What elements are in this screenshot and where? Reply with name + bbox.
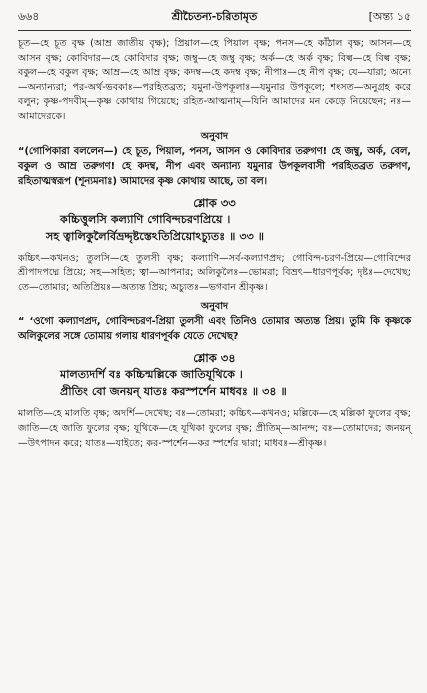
running-header bbox=[18, 0, 411, 31]
translation-label: অনুবাদ bbox=[200, 130, 229, 142]
translation-label: অনুবাদ bbox=[200, 301, 229, 313]
synonyms-paragraph-32: চূত—হে চূত বৃক্ষ (আম্র জাতীয় বৃক্ষ); প্রিয়াল—হে পিয়াল বৃক্ষ; পনস—হে কাঁঠাল বৃক্ষ; আসন—হে আসন বৃক্ষ; কোবিদার—হে কোবিদার বৃক্ষ; জম্বু—হে জম্বু বৃক্ষ; অর্ক—হে অর্ক বৃক্ষ; বিল্ব—হে বিল্ব বৃক্ষ; বকুল—হে বকুল বৃক্ষ; আম্র—হে আম্র বৃক্ষ; কদম্ব—হে কদম্ব বৃক্ষ; নীপাঃ—হে নীপ বৃক্ষ; যে—যারা; অন্যে—অন্যান্যরা; পর-অর্থ-ভবকাঃ—পরহিতব্রত; যমুনা-উপকূলাঃ—যমুনার উপকূলে; শংসত—অনুগ্রহ করে বলুন; কৃষ্ণ-পদবীম্—কৃষ্ণ কোথায় গিয়েছে; রহিত-আত্মনাম্—যিনি আমাদের মন কেড়ে নিয়েছেন; নঃ—আমাদেরকে। bbox=[18, 38, 411, 122]
verse-34-line-2: প্রীতিং বো জনয়ন্ যাতঃ করস্পর্শেন মাধবঃ ॥ ৩৪ ॥ bbox=[60, 385, 287, 399]
book-title: শ্রীচৈতন্য-চরিতামৃত bbox=[171, 10, 258, 23]
translation-paragraph-33: “ ‘ওগো কল্যাণপ্রদ, গোবিন্দচরণ-প্রিয়া তুলসী এবং তিনিও তোমার অত্যন্ত প্রিয়। তুমি কি কৃষ্ণকে অলিকুলের সঙ্গে তোমায় গলায় ধারণপূর্বক যেতে দেখেছ? bbox=[18, 316, 411, 343]
verse-33-line-2: সহ ত্বালিকুলৈর্বিভ্রদ্দৃষ্টস্তেঽতিপ্রিয়োঽচ্যুতঃ ॥ ৩৩ ॥ bbox=[46, 229, 265, 243]
synonyms-paragraph-34: মালতি—হে মালতি বৃক্ষ; অদর্শি—দেখেছ; বঃ—তোমরা; কচ্চিৎ—কখনও; মল্লিকে—হে মল্লিকা ফুলের বৃক্ষ; জাতি—হে জাতি ফুলের বৃক্ষ; যূথিকে—হে যূথিকা ফুলের বৃক্ষ; প্রীতিম্—আনন্দ; বঃ—তোমাদের; জনয়ন্—উৎপাদন করে; যাতঃ—যাইতে; কর-স্পর্শেন—কর স্পর্শের দ্বারা; মাধবঃ—শ্রীকৃষ্ণ। bbox=[18, 408, 411, 449]
translation-paragraph-32: “(গোপিকারা বললেন—) হে চূত, পিয়াল, পনস, আসন ও কোবিদার তরুগণ! হে জম্বু, অর্ক, বেল, বকুল ও আম্র তরুগণ! হে কদম্ব, নীপ এবং অন্যান্য যমুনার উপকূলবাসী পরহিতব্রত তরুগণ, রহিতাত্মস্বরূপ (শূন্যমনাঃ) আমাদের কৃষ্ণ কোথায় আছে, তা বল। bbox=[18, 145, 411, 187]
synonyms-paragraph-33: কচ্চিৎ—কখনও; তুলসি—হে তুলসী বৃক্ষ; কল্যাণি—সর্ব-কল্যাণপ্রদ; গোবিন্দ-চরণ-প্রিয়ে—গোবিন্দের শ্রীপাদপদ্মে প্রিয়ে; সহ—সহিত; ত্বা—আপনার; অলিকুলৈঃ—ভোমরা; বিভ্রৎ—ধারণপূর্বক; দৃষ্টঃ—দেখেছ; তে—তোমার; অতিপ্রিয়ঃ—অত্যন্ত প্রিয়; অচ্যুতঃ—ভগবান শ্রীকৃষ্ণ। bbox=[18, 252, 411, 293]
chapter-reference: [অন্ত্য ১৫ bbox=[368, 10, 411, 23]
verse-34-line-1: মালত্যদর্শি বঃ কচ্চিন্মল্লিকে জাতিযূথিকে । bbox=[60, 368, 243, 382]
page-number: ৬৬৪ bbox=[18, 10, 40, 23]
verse-33-title: শ্লোক ৩৩ bbox=[193, 195, 236, 210]
verse-34-title: শ্লোক ৩৪ bbox=[193, 351, 236, 366]
verse-33-line-1: কচ্চিত্তুলসি কল্যাণি গোবিন্দচরণপ্রিয়ে । bbox=[60, 212, 231, 226]
